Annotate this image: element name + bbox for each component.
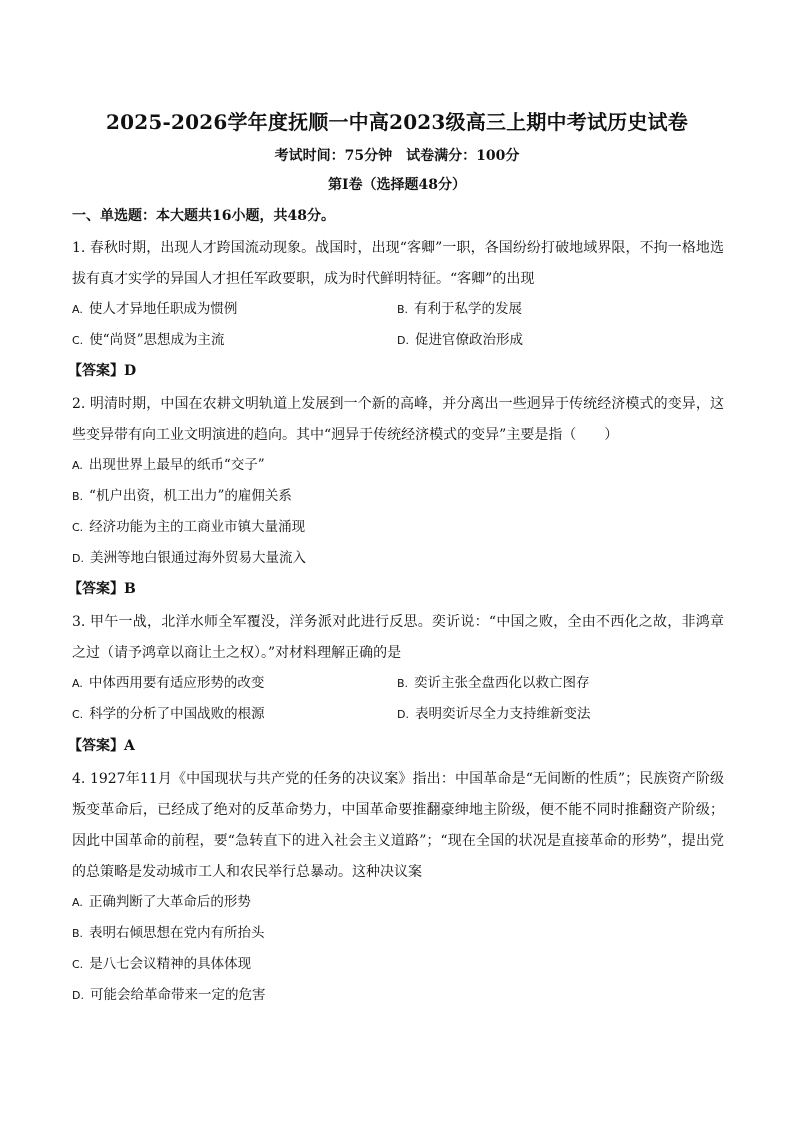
option-text: 表明奕䜣尽全力支持维新变法 xyxy=(414,706,591,722)
option-letter: A. xyxy=(72,896,83,909)
option-letter: C. xyxy=(72,708,84,721)
question-4-stem: 4. 1927年11月《中国现状与共产党的任务的决议案》指出：中国革命是“无间断的性质”；民族资产阶级叛变革命后，已经成了绝对的反革命势力，中国革命要推翻豪绅地主阶级，便不能不同时推翻资产阶级；因此中国革命的前程，要“急转直下的进入社会主义道路”；“现在全国的状况是直接革命的形势”，提出党的总策略是发动城市工人和农民举行总暴动。这种决议案 xyxy=(72,771,724,880)
option-text: 经济功能为主的工商业市镇大量涌现 xyxy=(89,519,306,535)
question-3-stem: 3. 甲午一战，北洋水师全军覆没，洋务派对此进行反思。奕䜣说：“中国之败，全由不西化之故，非鸿章之过（请予鸿章以商让土之权）。”对材料理解正确的是 xyxy=(72,614,724,661)
question-3-answer: 【答案】A xyxy=(68,738,135,754)
question-4-option-a xyxy=(72,892,251,913)
question-4-option-d xyxy=(72,985,265,1006)
option-text: 表明右倾思想在党内有所抬头 xyxy=(89,925,265,941)
option-letter: A. xyxy=(72,303,83,316)
question-3-option-c xyxy=(72,704,265,725)
option-text: 奕䜣主张全盘西化以救亡图存 xyxy=(414,675,590,691)
question-1-option-d xyxy=(397,330,523,351)
option-letter: A. xyxy=(72,677,83,690)
option-letter: B. xyxy=(72,490,84,503)
question-2-stem: 2. 明清时期，中国在农耕文明轨道上发展到一个新的高峰，并分离出一些迥异于传统经济模式的变异，这些变异带有向工业文明演进的趋向。其中“迥异于传统经济模式的变异”主要是指（ ） xyxy=(72,396,724,443)
option-letter: B. xyxy=(397,303,409,316)
option-letter: D. xyxy=(72,989,84,1002)
option-text: 中体西用要有适应形势的改变 xyxy=(88,675,265,691)
question-3-option-d xyxy=(397,704,590,725)
part-heading: 一、单选题：本大题共16小题，共48分。 xyxy=(72,208,335,224)
question-1-option-b xyxy=(397,299,522,320)
question-1-option-a xyxy=(72,299,237,320)
option-letter: A. xyxy=(72,459,83,472)
question-3-option-a xyxy=(72,673,264,694)
option-text: 是八七会议精神的具体体现 xyxy=(89,956,252,972)
option-letter: C. xyxy=(72,521,84,534)
option-text: 正确判断了大革命后的形势 xyxy=(88,894,251,910)
option-letter: D. xyxy=(72,552,84,565)
question-1-option-c xyxy=(72,330,225,351)
option-text: 使人才异地任职成为惯例 xyxy=(88,301,238,317)
question-4-option-b xyxy=(72,923,265,944)
question-4-option-c xyxy=(72,954,251,975)
exam-meta: 考试时间：75分钟 试卷满分：100分 xyxy=(274,148,520,164)
option-text: 美洲等地白银通过海外贸易大量流入 xyxy=(89,550,306,566)
option-text: 有利于私学的发展 xyxy=(414,301,523,317)
option-text: 科学的分析了中国战败的根源 xyxy=(89,706,265,722)
exam-title: 2025-2026学年度抚顺一中高2023级高三上期中考试历史试卷 xyxy=(106,110,688,134)
volume-heading: 第Ⅰ卷（选择题48分） xyxy=(327,177,467,193)
option-text: 促进官僚政治形成 xyxy=(414,332,523,348)
question-3-option-b xyxy=(397,673,590,694)
question-2-answer: 【答案】B xyxy=(68,581,136,597)
question-1-stem: 1. 春秋时期，出现人才跨国流动现象。战国时，出现“客卿”一职，各国纷纷打破地域界限，不拘一格地选拔有真才实学的异国人才担任军政要职，成为时代鲜明特征。“客卿”的出现 xyxy=(72,240,724,287)
question-1-answer: 【答案】D xyxy=(68,363,137,379)
option-text: “机户出资，机工出力”的雇佣关系 xyxy=(89,488,292,504)
option-letter: B. xyxy=(72,927,84,940)
option-letter: D. xyxy=(397,334,409,347)
question-2-option-c xyxy=(72,517,305,538)
question-2-option-d xyxy=(72,548,306,569)
option-text: 出现世界上最早的纸币“交子” xyxy=(88,457,265,473)
option-text: 可能会给革命带来一定的危害 xyxy=(89,987,266,1003)
question-2-option-a xyxy=(72,455,265,476)
option-letter: D. xyxy=(397,708,409,721)
option-letter: B. xyxy=(397,677,409,690)
option-text: 使“尚贤”思想成为主流 xyxy=(89,332,225,348)
option-letter: C. xyxy=(72,958,84,971)
question-2-option-b xyxy=(72,486,292,507)
option-letter: C. xyxy=(72,334,84,347)
